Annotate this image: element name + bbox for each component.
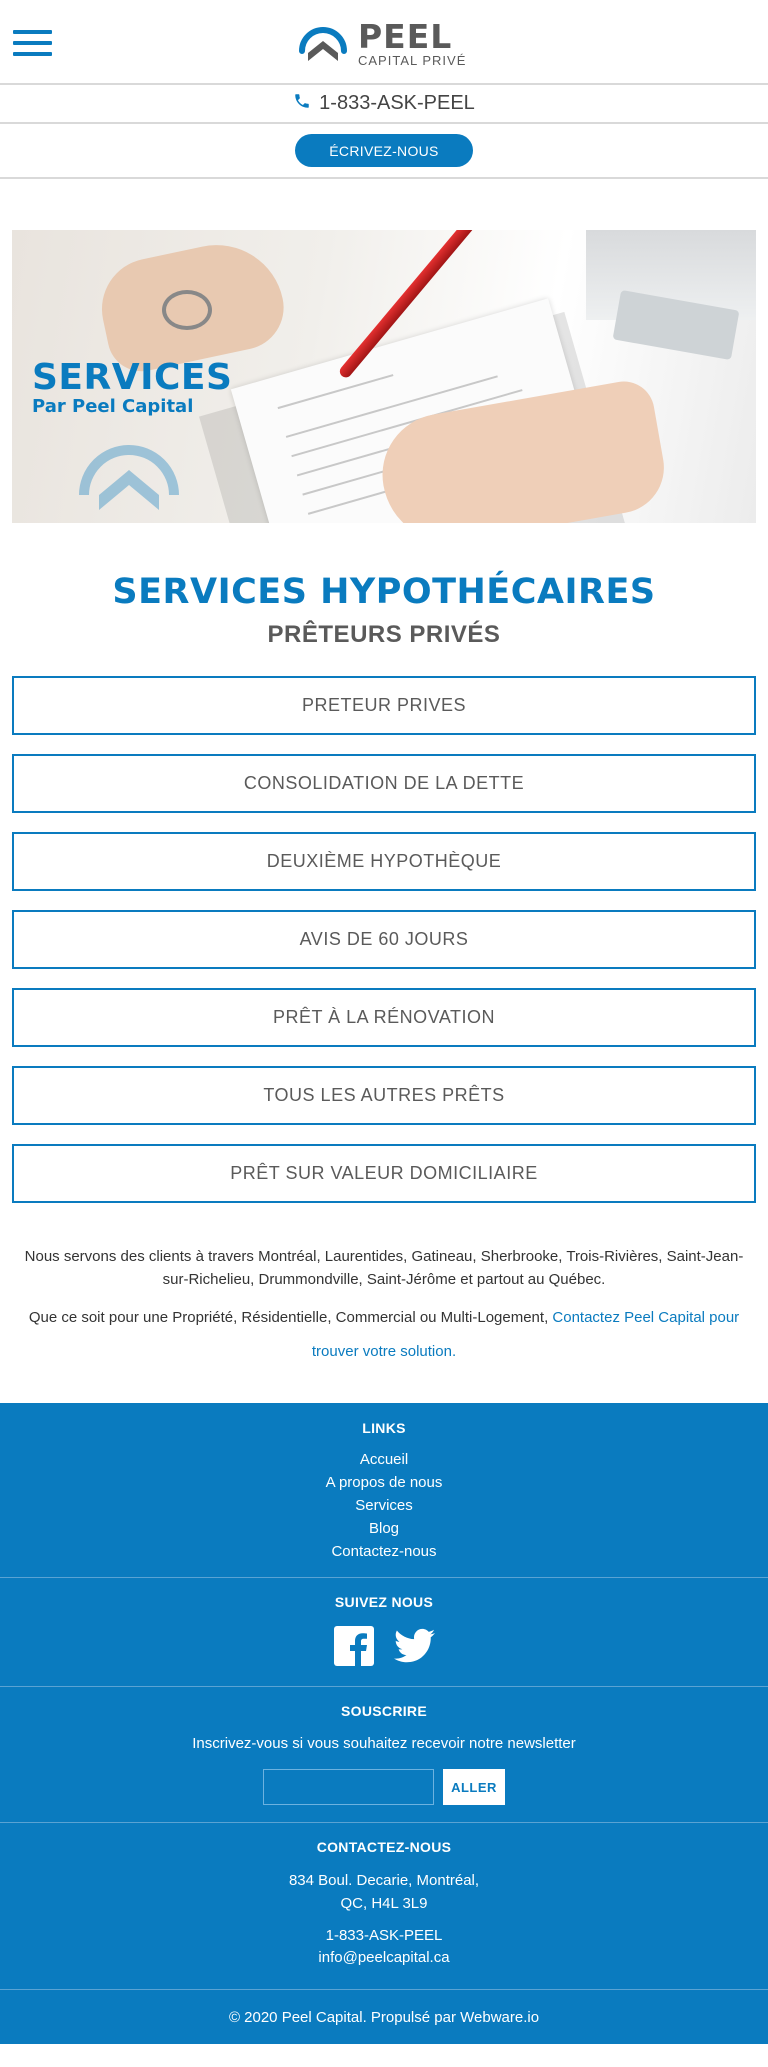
service-button-consolidation[interactable]: CONSOLIDATION DE LA DETTE <box>12 754 756 813</box>
phone-bar[interactable] <box>0 85 768 124</box>
footer-contact-details <box>0 1925 768 1969</box>
service-areas-description <box>0 1203 768 1369</box>
footer-contact-section <box>0 1823 768 1990</box>
peel-logo-icon <box>298 21 348 67</box>
site-header <box>0 0 768 85</box>
service-button-valeur-domiciliaire[interactable]: PRÊT SUR VALEUR DOMICILIAIRE <box>12 1144 756 1203</box>
logo-word: PEEL <box>358 17 453 56</box>
footer-subscribe-heading: SOUSCRIRE <box>341 1703 427 1719</box>
logo-subtitle: CAPITAL PRIVÉ <box>358 53 467 68</box>
address-line-1: 834 Boul. Decarie, Montréal, <box>288 1872 480 1889</box>
service-button-deuxieme-hypotheque[interactable]: DEUXIÈME HYPOTHÈQUE <box>12 832 756 891</box>
hero-subtitle: Par Peel Capital <box>32 396 194 417</box>
footer-email-link[interactable]: info@peelcapital.ca <box>318 1949 450 1966</box>
property-types-label: Que ce soit pour une Propriété, Résidentielle, Commercial ou Multi-Logement, <box>28 1309 549 1326</box>
address-line-2: QC, H4L 3L9 <box>340 1895 428 1912</box>
footer-subscribe-section <box>0 1687 768 1823</box>
footer-link-a-propos[interactable]: A propos de nous <box>325 1474 443 1491</box>
subscribe-form <box>0 1769 768 1805</box>
footer-links-heading: LINKS <box>362 1420 406 1436</box>
phone-icon <box>293 92 311 115</box>
footer-link-services[interactable]: Services <box>355 1497 413 1514</box>
hamburger-menu-icon[interactable] <box>13 30 52 56</box>
footer-link-blog[interactable]: Blog <box>368 1520 400 1537</box>
property-types-text <box>14 1301 754 1369</box>
cta-bar <box>0 124 768 179</box>
hero-title: SERVICES <box>32 357 233 398</box>
footer-link-contact[interactable]: Contactez-nous <box>331 1543 437 1560</box>
facebook-icon[interactable] <box>333 1625 374 1666</box>
services-heading <box>0 571 768 649</box>
write-us-button[interactable]: ÉCRIVEZ-NOUS <box>295 134 473 167</box>
footer-social-section <box>0 1578 768 1687</box>
footer-link-accueil[interactable]: Accueil <box>359 1451 409 1468</box>
footer-contact-heading: CONTACTEZ-NOUS <box>316 1839 452 1855</box>
footer-links-section <box>0 1403 768 1578</box>
hero-image-keys <box>162 290 212 330</box>
twitter-icon[interactable] <box>394 1625 435 1666</box>
hero-watermark-logo-icon <box>74 425 184 523</box>
subscribe-description: Inscrivez-vous si vous souhaitez recevoir notre newsletter <box>192 1735 576 1752</box>
footer-copyright: © 2020 Peel Capital. Propulsé par Webware.io <box>228 2008 540 2026</box>
subscribe-submit-button[interactable]: ALLER <box>443 1769 505 1805</box>
footer-address <box>0 1869 768 1915</box>
site-logo[interactable] <box>298 17 467 68</box>
service-button-autres-prets[interactable]: TOUS LES AUTRES PRÊTS <box>12 1066 756 1125</box>
footer-social-heading: SUIVEZ NOUS <box>334 1594 434 1610</box>
service-button-renovation[interactable]: PRÊT À LA RÉNOVATION <box>12 988 756 1047</box>
services-list <box>12 676 756 1203</box>
contact-link[interactable]: Contactez Peel Capital pour trouver votre solution. <box>311 1309 740 1360</box>
footer-phone-link[interactable]: 1-833-ASK-PEEL <box>325 1927 443 1944</box>
site-footer <box>0 1403 768 2044</box>
service-areas-text: Nous servons des clients à travers Montréal, Laurentides, Gatineau, Sherbrooke, Trois-Rivières, Saint-Jean-sur-Richelieu, Drummondville, Saint-Jérôme et partout au Québec. <box>24 1248 744 1288</box>
phone-number: 1-833-ASK-PEEL <box>319 92 475 114</box>
hero-banner <box>12 230 756 523</box>
page-title: SERVICES HYPOTHÉCAIRES <box>112 572 656 612</box>
service-button-avis-60-jours[interactable]: AVIS DE 60 JOURS <box>12 910 756 969</box>
service-button-preteur-prives[interactable]: PRETEUR PRIVES <box>12 676 756 735</box>
newsletter-email-input[interactable] <box>263 1769 434 1805</box>
page-subtitle: PRÊTEURS PRIVÉS <box>267 621 501 648</box>
